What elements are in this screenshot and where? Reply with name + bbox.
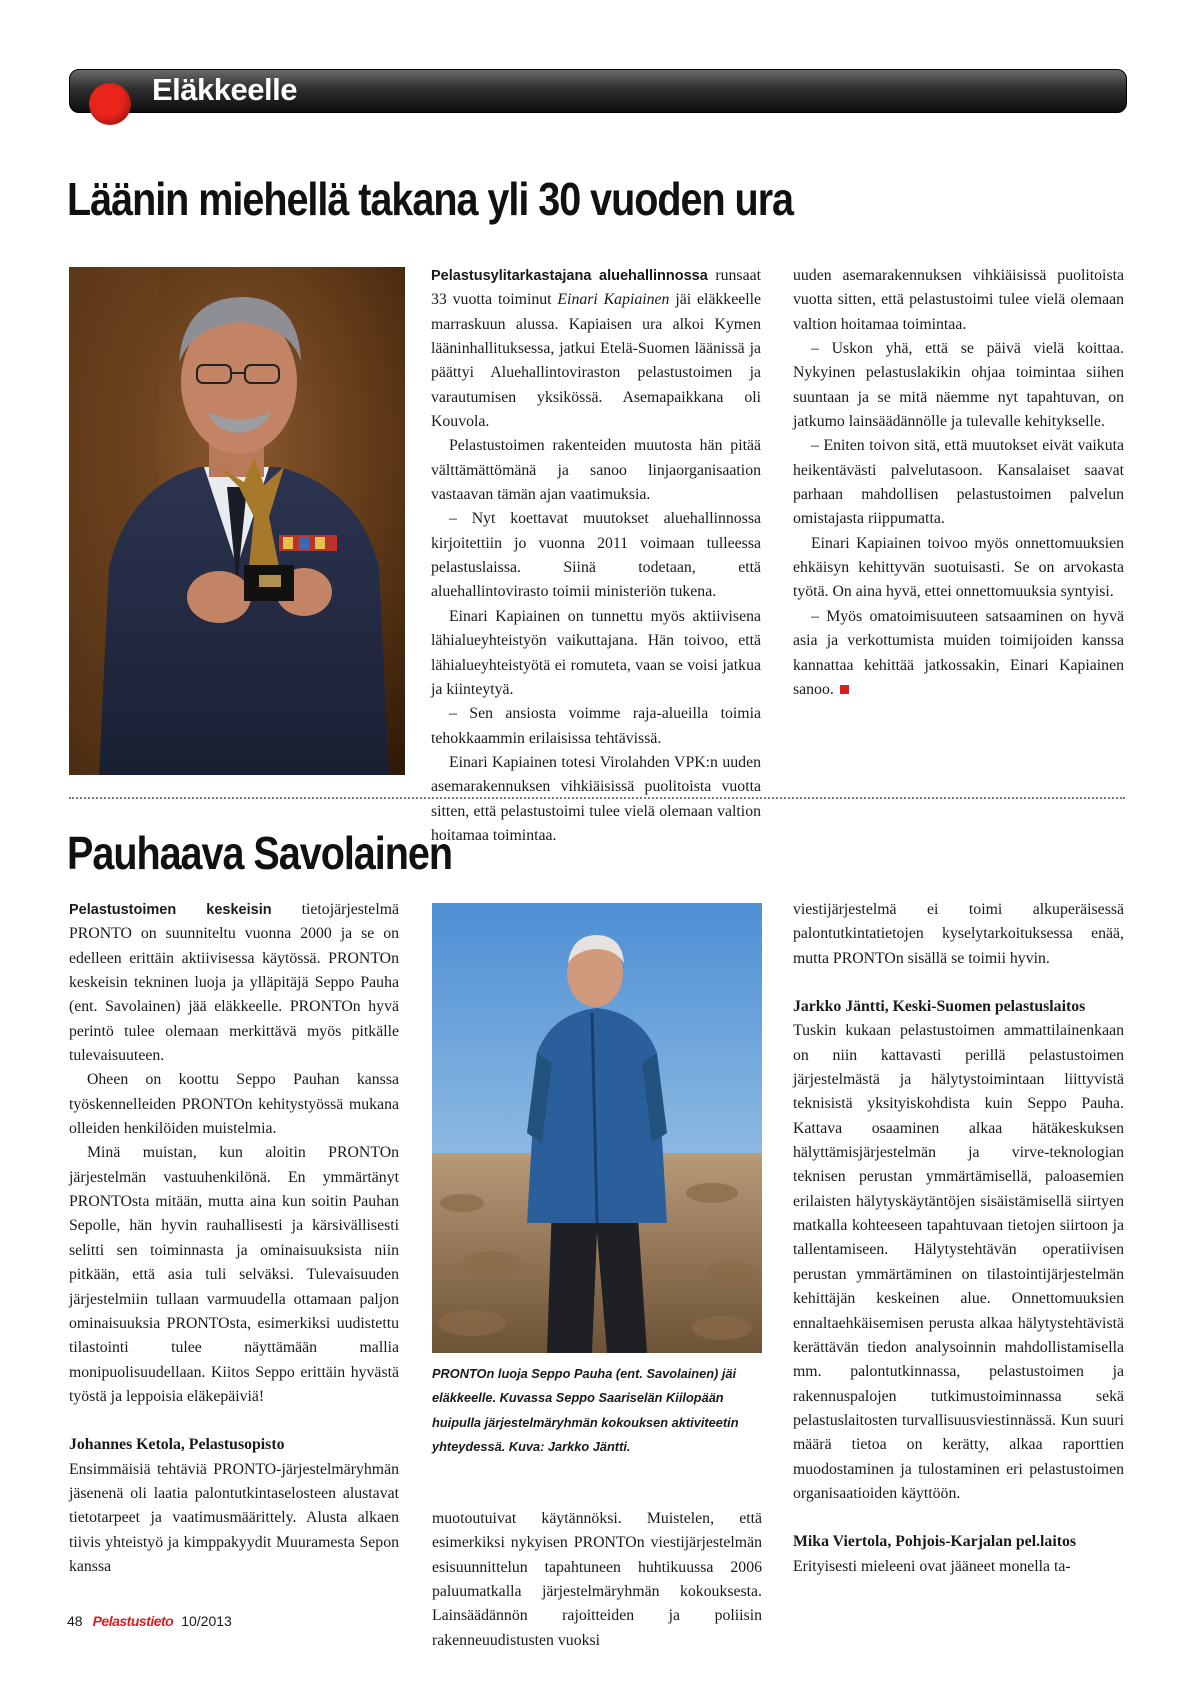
- page-number: 48: [67, 1613, 83, 1629]
- article2-column-3: [793, 898, 1124, 1579]
- article1-column-2: [793, 264, 1124, 702]
- article2-photo: [432, 903, 762, 1353]
- article1-paragraph: – Eniten toivon sitä, että muutokset eivät vaikuta heikentävästi palvelutasoon. Kansalaiset saavat parhaan mahdollisen pelastustoimen palvelun omistajasta riippumatta.: [793, 437, 1124, 528]
- article1-paragraph: Pelastustoimen rakenteiden muutosta hän pitää välttämättömänä ja sanoo linjaorganisaation vastaavan tämän ajan vaatimuksia.: [431, 437, 761, 504]
- article2-column-1: [69, 898, 399, 1579]
- article1-paragraph: Einari Kapiainen on tunnettu myös aktiivisena lähialueyhteistyön vaikuttajana. Hän toivoo, että lähialueyhteistyötä ei romuteta, vaan se voisi jatkua ja kiinteytyä.: [431, 607, 761, 698]
- article1-paragraph: Einari Kapiainen toivoo myös onnettomuuksien ehkäisyn kehittyvän suotuisasti. Se on arvokasta työtä. On aina hyvä, ettei onnettomuuksia syntyisi.: [793, 534, 1124, 601]
- officer-with-trophy-image: [69, 267, 405, 775]
- article1-headline: Läänin miehellä takana yli 30 vuoden ura: [67, 173, 794, 225]
- section-label: Eläkkeelle: [152, 72, 297, 107]
- page-footer: [67, 1611, 232, 1631]
- photo-caption: PRONTOn luoja Seppo Pauha (ent. Savolainen) jäi eläkkeelle. Kuvassa Seppo Saariselän Kiilopään huipulla järjestelmäryhmän kokouksen aktiviteetin yhteydessä. Kuva: Jarkko Jäntti.: [432, 1366, 739, 1454]
- article2-paragraph: viestijärjestelmä ei toimi alkuperäisessä palontutkintatietojen kyselytarkoituksessa enää, mutta PRONTOn sisällä se toimii hyvin.: [793, 901, 1124, 967]
- article2-text: Ensimmäisiä tehtäviä PRONTO-järjestelmäryhmän jäsenenä oli laatia palontutkintaselosteen alustavat tietotarpeet ja vaatimusmäärittely. Alusta alkaen tiivis yhteistyö ja kimppakyydit Muuramesta Sepon kanssa: [69, 1460, 399, 1575]
- article1-paragraph: uuden asemarakennuksen vihkiäisissä puolitoista vuotta sitten, että pelastustoimi tulee vielä olemaan valtion hoitamaa toimintaa.: [793, 267, 1124, 333]
- article2-byline: [793, 1530, 1124, 1579]
- article1-paragraph: [793, 605, 1124, 702]
- end-of-article-mark: [840, 685, 849, 694]
- article-divider: [69, 797, 1125, 799]
- article2-paragraph: [69, 898, 399, 1068]
- article1-paragraph: Einari Kapiainen totesi Virolahden VPK:n uuden asemarakennuksen vihkiäisissä puolitoista vuotta sitten, että pelastustoimi tulee vielä olemaan valtion hoitamaa toimintaa.: [431, 753, 761, 844]
- byline-mika-viertola: Mika Viertola, Pohjois-Karjalan pel.laitos: [793, 1533, 1077, 1551]
- issue-number: 10/2013: [181, 1613, 232, 1629]
- section-red-dot: [89, 83, 131, 125]
- byline-jarkko-jantti: Jarkko Jäntti, Keski-Suomen pelastuslaitos: [793, 998, 1086, 1016]
- article1-paragraph: – Uskon yhä, että se päivä vielä koittaa. Nykyinen pelastuslakikin ohjaa toimintaa siihen suuntaan ja se mitä näemme nyt tapahtuvan, on jatkumo lainsäädännölle ja tulevalle kehitykselle.: [793, 340, 1124, 431]
- article1-paragraph: – Nyt koettavat muutokset aluehallinnossa kirjoitettiin jo vuonna 2011 voimaan tulleessa pelastuslaissa. Siinä todetaan, että aluehallintovirasto toimii ministeriön tukena.: [431, 510, 761, 601]
- article1-photo: [69, 267, 405, 775]
- man-on-fell-image: [432, 903, 762, 1353]
- article2-byline: [69, 1433, 399, 1579]
- article2-paragraph: muotoutuivat käytännöksi. Muistelen, että esimerkiksi nykyisen PRONTOn viestijärjestelmän esisuunnittelun tapahtuneen huhtikuussa 2006 paluumatkalla järjestelmäryhmän kokouksesta. Lainsäädännön rajoitteiden ja poliisin rakenneuudistusten vuoksi: [432, 1510, 762, 1649]
- article1-text: – Myös omatoimisuuteen satsaaminen on hyvä asia ja verkottumista muiden toimijoiden kanssa kannattaa kehittää jatkossakin, Einari Kapiainen sanoo.: [793, 607, 1124, 698]
- article1-text: runsaat 33 vuotta toiminut: [431, 267, 761, 309]
- article2-text: Tuskin kukaan pelastustoimen ammattilainenkaan on niin kattavasti perillä pelastustoimen järjestelmästä ja hälytystoimintaan liittyvistä teknisistä yksityiskohdista kuin Seppo Pauha. Kattava osaaminen alkaa hätäkeskuksen hälyttämisjärjestelmän ja virve-teknologian teknisen perustan ymmärtämisellä, paloasemien erilaisten hälytyskäytäntöjen sisäistämisellä siirtyen matkalla kohteeseen tapahtuvaan tietojen siirtoon ja tallentamiseen. Hälytystehtävän operatiivisen perustan ymmärtäminen on tilastointijärjestelmän kehittäjän keskeinen alue. Onnettomuuksien ennaltaehkäisemisen perusta alkaa hälytystehtävistä kerättävän tiedon analysoinnin mahdollistamisella mm. palontutkinnassa, pelastustoimen ja rakennuspalojen tutkimustoiminnassa sekä pelastuslaitosten turvallisuusviestinnässä. Kun suuri määrä tietoa on kerätty, alkaa raporttien muodostaminen ja tulostaminen eri pelastustoimen organisaatioiden käyttöön.: [793, 1022, 1124, 1502]
- article2-lead: Pelastustoimen keskeisin: [69, 902, 272, 918]
- article1-person-name: Einari Kapiainen: [557, 291, 670, 309]
- article2-paragraph: Oheen on koottu Seppo Pauhan kanssa työskennelleiden PRONTOn kehitystyössä mukana olleiden henkilöiden muistelmia.: [69, 1071, 399, 1138]
- article2-text: tietojärjestelmä PRONTO on suunniteltu vuonna 2000 ja se on edelleen erittäin aktiivisessa käytössä. PRONTOn keskeisin tekninen luoja ja ylläpitäjä Seppo Pauha (ent. Savolainen) jää eläkkeelle. PRONTOn hyvä perintö tulee olemaan merkittävä myös pitkälle tulevaisuuteen.: [69, 901, 400, 1065]
- article1-column-1: [431, 264, 761, 844]
- byline-johannes-ketola: Johannes Ketola, Pelastusopisto: [69, 1436, 285, 1454]
- article2-text: Erityisesti mieleeni ovat jääneet monella ta-: [793, 1557, 1071, 1575]
- article1-lead: Pelastusylitarkastajana aluehallinnossa: [431, 268, 708, 284]
- article1-text: jäi eläkkeelle marraskuun alussa. Kapiaisen ura alkoi Kymen lääninhallituksessa, jatkui Etelä-Suomen läänissä ja päättyi Aluehallintoviraston pelastustoimen ja varautumisen yksikössä. Asemapaikkana oli Kouvola.: [431, 291, 761, 431]
- magazine-name: Pelastustieto: [92, 1613, 174, 1629]
- article2-column-2-bottom: [432, 1507, 762, 1653]
- article2-paragraph: Minä muistan, kun aloitin PRONTOn järjestelmän vastuuhenkilönä. En ymmärtänyt PRONTOsta mitään, mutta aina kun soitin Pauhan Sepolle, hän hyvin rauhallisesti ja kärsivällisesti selitti sen toiminnasta ja ominaisuuksista niin pitkään, että asia tuli selväksi. Tulevaisuuden järjestelmiin tullaan varmuudella ottamaan paljon ominaisuuksia PRONTOsta, esimerkiksi uudistettu tilastointi tulee näyttämään mallia monipuolisuudellaan. Kiitos Seppo erittäin hyvästä työstä ja leppoisia eläkepäiviä!: [69, 1144, 399, 1405]
- article1-paragraph: [431, 264, 761, 434]
- article1-paragraph: – Sen ansiosta voimme raja-alueilla toimia tehokkaammin erilaisissa tehtävissä.: [431, 705, 761, 747]
- article2-byline: [793, 995, 1124, 1506]
- article2-headline: Pauhaava Savolainen: [67, 827, 452, 879]
